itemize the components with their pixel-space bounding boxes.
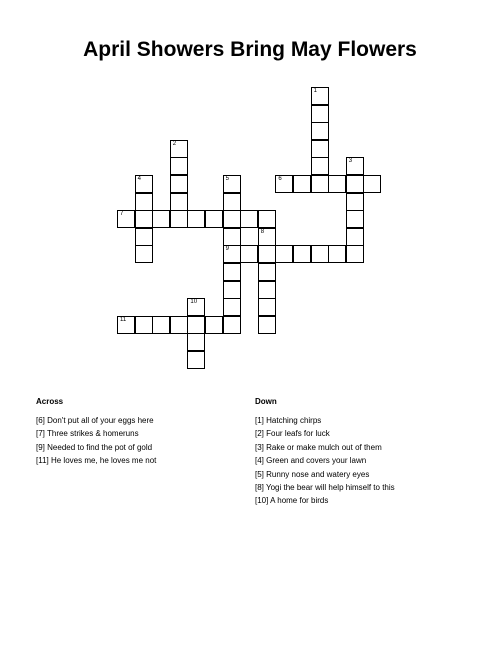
clue-number: [1] (255, 416, 264, 425)
clue-number: [6] (36, 416, 45, 425)
grid-cell[interactable] (170, 193, 188, 211)
grid-cell[interactable] (170, 140, 188, 158)
grid-cell[interactable] (328, 175, 346, 193)
clue-number: [5] (255, 469, 264, 479)
grid-cell[interactable] (346, 245, 364, 263)
clue-number: [11] (36, 456, 49, 466)
grid-cell[interactable] (170, 157, 188, 175)
grid-cell[interactable] (152, 210, 170, 228)
clue-text: He loves me, he loves me not (50, 456, 157, 466)
grid-cell[interactable] (135, 210, 153, 228)
grid-cell[interactable] (328, 245, 346, 263)
grid-cell[interactable] (205, 316, 223, 334)
down-clue (255, 481, 395, 494)
clue-text: A home for birds (270, 496, 329, 506)
cell-number: 2 (172, 140, 177, 147)
grid-cell[interactable] (311, 140, 329, 158)
across-clue (36, 414, 156, 427)
grid-cell[interactable] (187, 210, 205, 228)
grid-cell[interactable] (223, 316, 241, 334)
grid-cell[interactable] (346, 157, 364, 175)
clue-number: [4] (255, 456, 264, 466)
clue-text: Green and covers your lawn (266, 456, 367, 466)
cell-number: 7 (120, 211, 124, 218)
grid-cell[interactable] (311, 157, 329, 175)
grid-cell[interactable] (346, 228, 364, 246)
grid-cell[interactable] (135, 228, 153, 246)
grid-cell[interactable] (223, 210, 241, 228)
grid-cell[interactable] (187, 298, 205, 316)
grid-cell[interactable] (187, 316, 205, 334)
grid-cell[interactable] (293, 245, 311, 263)
down-clue (255, 441, 395, 454)
grid-cell[interactable] (346, 175, 364, 193)
clue-number: [2] (255, 429, 264, 439)
clue-number: [10] (255, 496, 269, 506)
down-clue (255, 468, 395, 481)
grid-cell[interactable] (187, 333, 205, 351)
grid-cell[interactable] (258, 228, 276, 246)
grid-cell[interactable] (223, 298, 241, 316)
cell-number: 8 (260, 228, 265, 235)
grid-cell[interactable] (223, 228, 241, 246)
clue-number: [3] (255, 442, 264, 452)
grid-cell[interactable] (135, 316, 153, 334)
cell-number: 3 (348, 158, 353, 165)
grid-cell[interactable] (258, 298, 276, 316)
grid-cell[interactable] (187, 351, 205, 369)
grid-cell[interactable] (258, 210, 276, 228)
cell-number: 9 (225, 246, 229, 253)
cell-number: 6 (278, 176, 282, 182)
clue-number: [8] (255, 483, 264, 493)
across-clue (36, 441, 156, 454)
grid-cell[interactable] (311, 87, 329, 105)
clue-text: Three strikes & homeruns (46, 429, 139, 439)
across-clue-list (36, 414, 156, 468)
grid-cell[interactable] (205, 210, 223, 228)
grid-cell[interactable] (311, 105, 329, 123)
grid-cell[interactable] (170, 316, 188, 334)
grid-cell[interactable] (258, 281, 276, 299)
grid-cell[interactable] (135, 245, 153, 263)
grid-cell[interactable] (275, 245, 293, 263)
puzzle-title: April Showers Bring May Flowers (83, 38, 417, 61)
down-clue-list (255, 414, 395, 508)
clue-text: Hatching chirps (266, 416, 322, 425)
clue-text: Needed to find the pot of gold (47, 442, 153, 452)
grid-cell[interactable] (311, 245, 329, 263)
grid-cell[interactable] (117, 316, 135, 334)
cell-number: 5 (225, 176, 229, 182)
grid-cell[interactable] (223, 175, 241, 193)
clue-text: Don't put all of your eggs here (47, 416, 154, 425)
down-clue (255, 427, 395, 440)
grid-cell[interactable] (152, 316, 170, 334)
down-clue (255, 494, 395, 507)
grid-cell[interactable] (311, 122, 329, 140)
down-heading: Down (255, 397, 277, 406)
clue-text: Rake or make mulch out of them (266, 442, 382, 452)
grid-cell[interactable] (240, 210, 258, 228)
down-clue (255, 454, 395, 467)
grid-cell[interactable] (240, 245, 258, 263)
down-clue (255, 414, 395, 427)
grid-cell[interactable] (135, 193, 153, 211)
grid-cell[interactable] (363, 175, 381, 193)
clue-number: [7] (36, 429, 45, 439)
grid-cell[interactable] (223, 263, 241, 281)
grid-cell[interactable] (346, 210, 364, 228)
grid-cell[interactable] (258, 263, 276, 281)
grid-cell[interactable] (223, 281, 241, 299)
clue-text: Yogi the bear will help himself to this (265, 483, 395, 493)
grid-cell[interactable] (258, 316, 276, 334)
grid-cell[interactable] (293, 175, 311, 193)
clue-text: Four leafs for luck (266, 429, 330, 439)
grid-cell[interactable] (170, 210, 188, 228)
cell-number: 1 (313, 88, 317, 94)
clue-text: Runny nose and watery eyes (266, 469, 370, 479)
cell-number: 11 (120, 316, 127, 323)
grid-cell[interactable] (117, 210, 135, 228)
grid-cell[interactable] (223, 193, 241, 211)
grid-cell[interactable] (275, 175, 293, 193)
clue-number: [9] (36, 442, 45, 452)
across-heading: Across (36, 397, 64, 406)
grid-cell[interactable] (223, 245, 241, 263)
across-clue (36, 454, 156, 467)
grid-cell[interactable] (258, 245, 276, 263)
grid-cell[interactable] (135, 175, 153, 193)
grid-cell[interactable] (346, 193, 364, 211)
grid-cell[interactable] (170, 175, 188, 193)
grid-cell[interactable] (311, 175, 329, 193)
across-clue (36, 427, 156, 440)
cell-number: 10 (190, 299, 198, 306)
cell-number: 4 (137, 176, 141, 182)
